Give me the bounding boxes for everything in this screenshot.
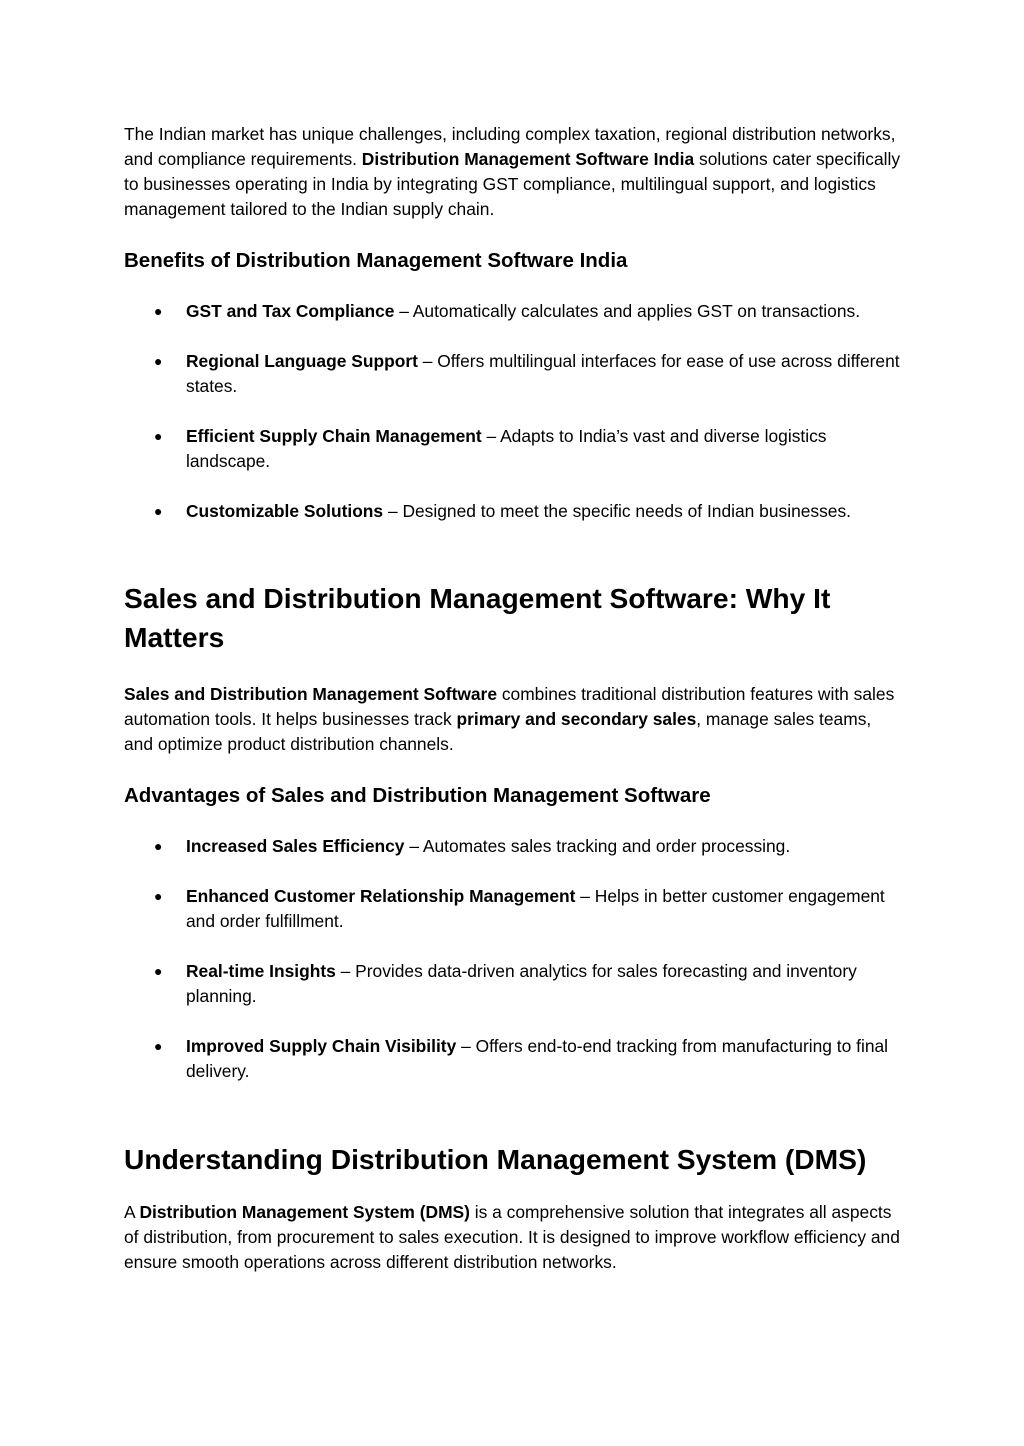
list-item-term: Increased Sales Efficiency	[186, 836, 405, 856]
bullet-icon: ●	[154, 963, 163, 979]
sales-section-heading: Sales and Distribution Management Software: Why It Matters	[124, 582, 831, 653]
list-item	[124, 349, 904, 399]
list-item	[124, 299, 904, 324]
intro-text-2: solutions cater specifically to businesses operating in India by integrating GST compliance, multilingual support, and logistics management tailored to the Indian supply chain.	[124, 149, 901, 219]
list-item-term: Enhanced Customer Relationship Management	[186, 886, 576, 906]
bullet-icon: ●	[154, 353, 163, 369]
list-item-text: – Provides data-driven analytics for sales forecasting and inventory planning.	[186, 961, 857, 1006]
list-item-text: – Offers end-to-end tracking from manufacturing to final delivery.	[186, 1036, 889, 1081]
dms-section-heading: Understanding Distribution Management System (DMS)	[124, 1143, 867, 1175]
bullet-icon: ●	[154, 838, 163, 854]
list-item-term: Improved Supply Chain Visibility	[186, 1036, 457, 1056]
list-item	[124, 1034, 904, 1084]
sales-text-1: combines traditional distribution features with sales automation tools. It helps businesses track	[124, 684, 895, 729]
sales-text-2: , manage sales teams, and optimize product distribution channels.	[124, 709, 872, 754]
dms-paragraph	[124, 1200, 904, 1275]
bullet-icon: ●	[154, 888, 163, 904]
bullet-icon: ●	[154, 303, 163, 319]
sales-paragraph	[124, 682, 904, 757]
list-item	[124, 884, 904, 934]
intro-paragraph	[124, 122, 904, 222]
sales-bold-term: Sales and Distribution Management Software	[124, 684, 497, 704]
list-item-text: – Designed to meet the specific needs of Indian businesses.	[383, 501, 852, 521]
list-item-term: Real-time Insights	[186, 961, 336, 981]
list-item	[124, 959, 904, 1009]
list-item	[124, 424, 904, 474]
document-page	[124, 122, 904, 1275]
bullet-icon: ●	[154, 428, 163, 444]
bullet-icon: ●	[154, 503, 163, 519]
list-item-text: – Adapts to India’s vast and diverse logistics landscape.	[186, 426, 827, 471]
bullet-icon: ●	[154, 1038, 163, 1054]
dms-text-2: is a comprehensive solution that integrates all aspects of distribution, from procurement to sales execution. It is designed to improve workflow efficiency and ensure smooth operations across different distribution networks.	[124, 1202, 900, 1272]
list-item-text: – Automatically calculates and applies GST on transactions.	[394, 301, 861, 321]
sales-bold-term-2: primary and secondary sales	[456, 709, 697, 729]
dms-bold-term: Distribution Management System (DMS)	[139, 1202, 470, 1222]
dms-text-1: A	[124, 1202, 140, 1222]
advantages-heading: Advantages of Sales and Distribution Management Software	[124, 784, 711, 807]
list-item-text: – Helps in better customer engagement and order fulfillment.	[186, 886, 885, 931]
intro-bold-term: Distribution Management Software India	[361, 149, 695, 169]
list-item-term: GST and Tax Compliance	[186, 301, 395, 321]
intro-text-1: The Indian market has unique challenges, including complex taxation, regional distribution networks, and compliance requirements.	[124, 124, 896, 169]
benefits-heading: Benefits of Distribution Management Software India	[124, 249, 628, 272]
list-item-text: – Automates sales tracking and order processing.	[404, 836, 791, 856]
advantages-list	[124, 834, 904, 1084]
benefits-list	[124, 299, 904, 524]
list-item-term: Efficient Supply Chain Management	[186, 426, 482, 446]
list-item	[124, 834, 904, 859]
list-item-text: – Offers multilingual interfaces for ease of use across different states.	[186, 351, 900, 396]
list-item-term: Customizable Solutions	[186, 501, 384, 521]
list-item-term: Regional Language Support	[186, 351, 418, 371]
list-item	[124, 499, 904, 524]
